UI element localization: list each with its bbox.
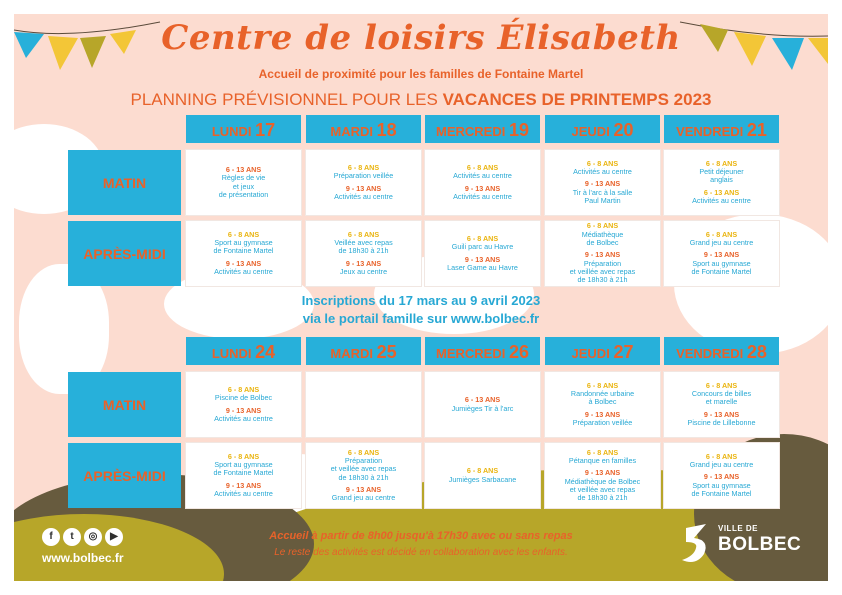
planning-heading: [0, 90, 842, 110]
age-group: [453, 164, 512, 181]
age-group: [214, 260, 273, 277]
age-group: [582, 222, 624, 247]
activity-text: Tir à l'arc à la salle Paul Martin: [572, 187, 633, 205]
activity-text: Préparation veillée: [333, 171, 394, 181]
age-group: [573, 180, 632, 205]
age-range-label: 9 - 13 ANS: [584, 468, 621, 478]
age-range-label: 9 - 13 ANS: [464, 183, 501, 193]
day-header: LUNDI 17: [186, 115, 301, 143]
age-range-label: 9 - 13 ANS: [584, 409, 621, 419]
activity-text: Grand jeu au centre: [689, 238, 754, 248]
activity-text: Médiathèque de Bolbec et veillée avec repas de 18h30 à 21h: [564, 476, 641, 503]
day-header: MERCREDI 26: [425, 337, 540, 365]
age-range-label: 6 - 8 ANS: [705, 158, 738, 168]
age-range-label: 6 - 13 ANS: [703, 187, 740, 197]
age-group: [573, 411, 633, 428]
age-range-label: 9 - 13 ANS: [345, 258, 382, 268]
activity-cell: [545, 221, 660, 286]
day-header: MARDI 18: [306, 115, 421, 143]
activity-text: Sport au gymnase de Fontaine Martel: [213, 460, 274, 478]
planning-heading-bold: VACANCES DE PRINTEMPS 2023: [442, 90, 712, 109]
age-range-label: 6 - 8 ANS: [347, 447, 380, 457]
age-group: [699, 160, 743, 185]
logo-ville-text: VILLE DE: [718, 524, 759, 533]
age-group: [332, 486, 396, 503]
activity-text: Règles de vie et jeux de présentation: [218, 173, 269, 199]
age-range-label: 6 - 8 ANS: [227, 384, 260, 394]
activity-cell: [306, 221, 421, 286]
activity-text: Laser Game au Havre: [447, 262, 518, 272]
age-range-label: 9 - 13 ANS: [464, 254, 501, 264]
activity-text: Sport au gymnase de Fontaine Martel: [691, 258, 752, 276]
age-group: [340, 260, 387, 277]
activity-text: Grand jeu au centre: [331, 493, 396, 503]
age-range-label: 9 - 13 ANS: [703, 409, 740, 419]
age-group: [449, 467, 517, 484]
age-group: [688, 411, 756, 428]
activity-cell: [425, 443, 540, 508]
age-group: [214, 407, 273, 424]
ville-de-bolbec-logo: [676, 520, 806, 570]
age-group: [692, 189, 751, 206]
activity-text: Activités au centre: [214, 266, 273, 276]
activity-text: Randonnée urbaine à Bolbec: [570, 389, 635, 407]
activity-text: Guili parc au Havre: [451, 242, 514, 252]
facebook-icon[interactable]: f: [42, 528, 60, 546]
activity-cell: [664, 150, 779, 215]
age-group: [334, 164, 394, 181]
activity-text: Concours de billes et marelle: [691, 389, 752, 407]
age-range-label: 9 - 13 ANS: [225, 480, 262, 490]
activity-text: Activités au centre: [692, 195, 751, 205]
activity-cell: [306, 443, 421, 508]
age-range-label: 9 - 13 ANS: [225, 405, 262, 415]
age-range-label: 9 - 13 ANS: [584, 179, 621, 189]
activities-note: Le reste des activités est décidé en collaboration avec les enfants.: [274, 547, 568, 558]
day-header: VENDREDI 21: [664, 115, 779, 143]
instagram-icon[interactable]: ◎: [84, 528, 102, 546]
row-header-afternoon: APRÈS-MIDI: [68, 221, 181, 286]
age-range-label: 9 - 13 ANS: [345, 484, 382, 494]
activity-cell: [545, 150, 660, 215]
activity-cell: [186, 150, 301, 215]
activity-text: Veillée avec repas de 18h30 à 21h: [334, 238, 393, 256]
age-group: [692, 473, 752, 498]
activity-text: Pétanque en familles: [568, 455, 637, 465]
twitter-icon[interactable]: t: [63, 528, 81, 546]
activity-cell: [545, 443, 660, 508]
age-range-label: 6 - 13 ANS: [464, 395, 501, 405]
activity-text: Sport au gymnase de Fontaine Martel: [213, 238, 274, 256]
age-range-label: 6 - 8 ANS: [227, 451, 260, 461]
activity-cell: [186, 372, 301, 437]
day-header: JEUDI 20: [545, 115, 660, 143]
activity-text: Petit déjeuner anglais: [699, 167, 744, 185]
activity-cell: [664, 372, 779, 437]
bolbec-logo-mark: [676, 520, 718, 570]
age-group: [690, 453, 754, 470]
activity-text: Jumièges Sarbacane: [448, 474, 517, 484]
activity-text: Piscine de Lillebonne: [687, 417, 756, 427]
inscriptions-line-2: via le portail famille sur www.bolbec.fr: [302, 311, 540, 326]
youtube-icon[interactable]: ▶: [105, 528, 123, 546]
row-header-morning: MATIN: [68, 150, 181, 215]
activity-cell: [306, 150, 421, 215]
day-header: MARDI 25: [306, 337, 421, 365]
activity-text: Activités au centre: [214, 488, 273, 498]
age-range-label: 6 - 8 ANS: [586, 380, 619, 390]
age-range-label: 6 - 8 ANS: [586, 158, 619, 168]
age-group: [571, 382, 634, 407]
age-range-label: 6 - 8 ANS: [705, 380, 738, 390]
age-range-label: 9 - 13 ANS: [345, 183, 382, 193]
activity-cell: [664, 221, 779, 286]
age-group: [334, 231, 392, 256]
inscriptions-info: [0, 292, 842, 328]
age-group: [452, 396, 514, 413]
age-group: [570, 251, 636, 284]
inscriptions-line-1: Inscriptions du 17 mars au 9 avril 2023: [301, 293, 541, 308]
age-group: [334, 185, 393, 202]
age-group: [453, 185, 512, 202]
activity-text: Sport au gymnase de Fontaine Martel: [691, 480, 752, 498]
age-group: [215, 386, 272, 403]
activity-cell: [664, 443, 779, 508]
logo-bolbec-text: BOLBEC: [718, 534, 802, 555]
activity-text: Piscine de Bolbec: [214, 393, 273, 403]
age-range-label: 6 - 8 ANS: [466, 466, 499, 476]
website-link[interactable]: www.bolbec.fr: [42, 551, 124, 565]
age-group: [452, 235, 514, 252]
activity-cell: [425, 150, 540, 215]
age-group: [569, 449, 636, 466]
day-header: LUNDI 24: [186, 337, 301, 365]
page-subtitle: Accueil de proximité pour les familles de Fontaine Martel: [258, 67, 584, 81]
age-group: [331, 449, 397, 482]
age-group: [214, 482, 273, 499]
activity-text: Médiathèque de Bolbec: [581, 229, 624, 248]
activity-cell: [186, 443, 301, 508]
age-range-label: 9 - 13 ANS: [703, 472, 740, 482]
age-group: [214, 453, 274, 478]
age-range-label: 9 - 13 ANS: [225, 258, 262, 268]
day-header: VENDREDI 28: [664, 337, 779, 365]
age-group: [565, 469, 641, 502]
age-range-label: 6 - 13 ANS: [225, 164, 262, 174]
age-group: [447, 256, 518, 273]
age-range-label: 6 - 8 ANS: [347, 229, 380, 239]
activity-text: Jumièges Tir à l'arc: [451, 403, 514, 413]
age-range-label: 6 - 8 ANS: [586, 221, 619, 231]
age-range-label: 6 - 8 ANS: [227, 229, 260, 239]
age-group: [219, 166, 269, 199]
age-group: [690, 231, 754, 248]
activity-text: Activités au centre: [453, 191, 512, 201]
age-range-label: 6 - 8 ANS: [705, 229, 738, 239]
activity-text: Grand jeu au centre: [689, 460, 754, 470]
page-title: Centre de loisirs Élisabeth: [161, 18, 681, 58]
activity-text: Activités au centre: [453, 171, 512, 181]
day-header: JEUDI 27: [545, 337, 660, 365]
row-header-morning: MATIN: [68, 372, 181, 437]
activity-cell: [306, 372, 421, 437]
age-range-label: 9 - 13 ANS: [584, 250, 621, 260]
age-range-label: 9 - 13 ANS: [703, 250, 740, 260]
activity-text: Activités au centre: [573, 167, 632, 177]
activity-text: Activités au centre: [214, 413, 273, 423]
activity-cell: [425, 221, 540, 286]
age-range-label: 6 - 8 ANS: [347, 162, 380, 172]
age-range-label: 6 - 8 ANS: [705, 451, 738, 461]
age-group: [692, 251, 752, 276]
day-header: MERCREDI 19: [425, 115, 540, 143]
activity-text: Activités au centre: [334, 191, 393, 201]
row-header-afternoon: APRÈS-MIDI: [68, 443, 181, 508]
activity-text: Préparation veillée: [572, 417, 633, 427]
activity-cell: [545, 372, 660, 437]
activity-text: Préparation et veillée avec repas de 18h30 à 21h: [569, 258, 636, 285]
planning-heading-prefix: PLANNING PRÉVISIONNEL POUR LES: [130, 90, 443, 109]
age-group: [214, 231, 274, 256]
activity-cell: [186, 221, 301, 286]
activity-text: Préparation et veillée avec repas de 18h30 à 21h: [330, 455, 397, 482]
age-range-label: 6 - 8 ANS: [466, 233, 499, 243]
age-group: [692, 382, 751, 407]
activity-text: Jeux au centre: [339, 266, 388, 276]
opening-hours: Accueil à partir de 8h00 jusqu'à 17h30 avec ou sans repas: [269, 530, 573, 542]
age-range-label: 6 - 8 ANS: [586, 447, 619, 457]
age-group: [573, 160, 632, 177]
age-range-label: 6 - 8 ANS: [466, 162, 499, 172]
activity-cell: [425, 372, 540, 437]
